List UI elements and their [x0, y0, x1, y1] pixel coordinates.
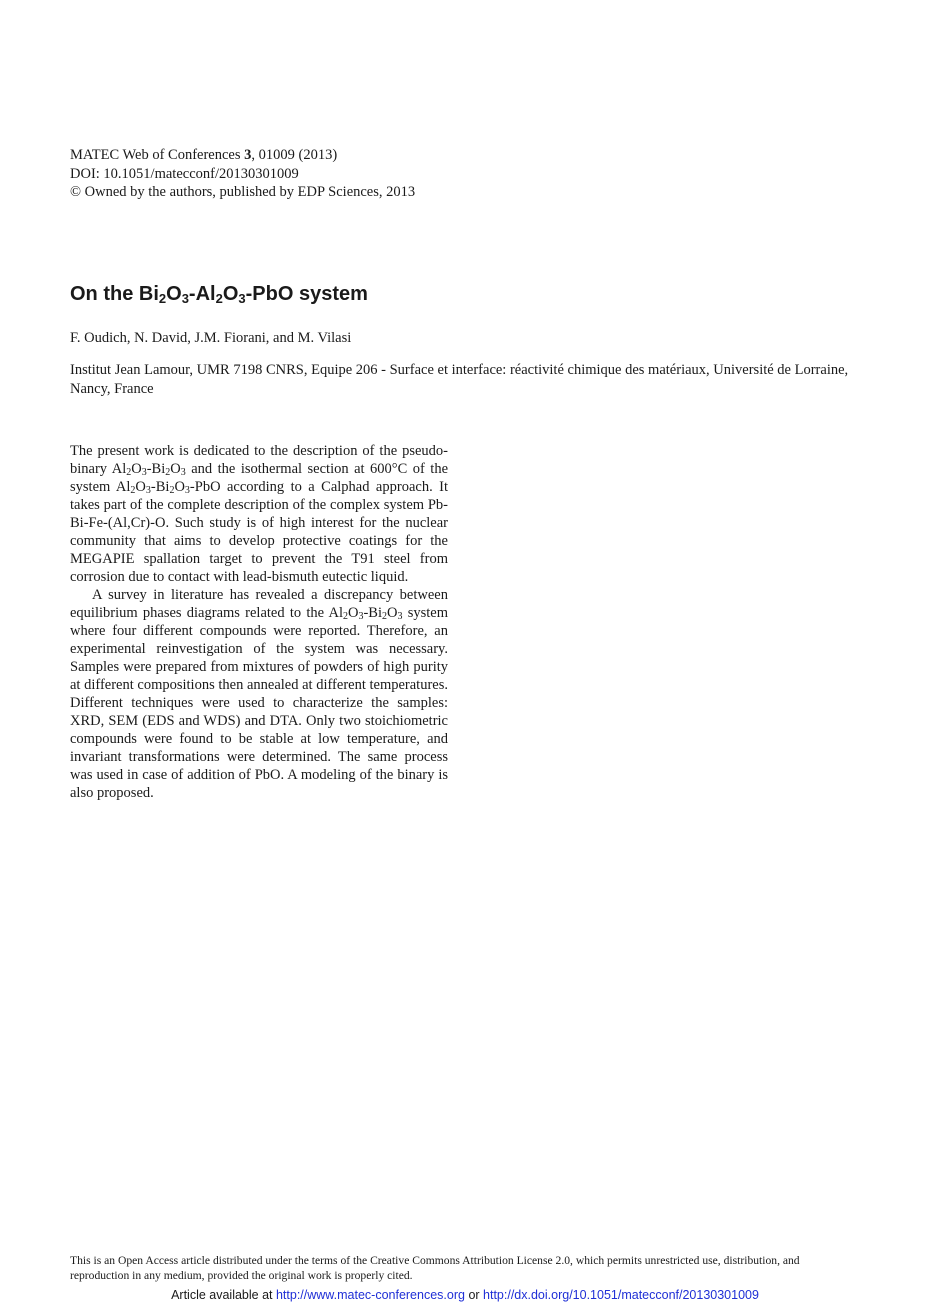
journal-citation: MATEC Web of Conferences 3, 01009 (2013) — [70, 147, 338, 163]
doi-link[interactable]: http://dx.doi.org/10.1051/matecconf/20130301009 — [483, 1288, 759, 1302]
article-availability: Article available at http://www.matec-conferences.org or http://dx.doi.org/10.1051/matecconf/20130301009 — [171, 1288, 759, 1302]
abstract — [70, 442, 448, 802]
journal-header — [70, 146, 415, 202]
paper-title: On the $Bi_2O_3-Al_2O_3$-PbO system — [70, 283, 368, 306]
author-list: F. Oudich, N. David, J.M. Fiorani, and M. Vilasi — [70, 330, 352, 346]
license-notice: This is an Open Access article distributed under the terms of the Creative Commons Attribution License 2.0, which permits unrestricted use, distribution, and reproduction in any medium, provided the original work is properly cited. — [70, 1254, 800, 1282]
volume-number: 3 — [244, 147, 252, 163]
matec-link[interactable]: http://www.matec-conferences.org — [275, 1288, 465, 1302]
abstract-paragraph-1: The present work is dedicated to the description of the pseudo-binary $Al_2O_3-Bi_2O_3$ and the isothermal section at 600°C of the system $Al_2O_3-Bi_2O_3$-PbO according to a Calphad approach. It takes part of the complete description of the complex system Pb-Bi-Fe-(Al,Cr)-O. Such study is of high interest for the nuclear community that aims to develop protective coatings for the MEGAPIE spallation target to prevent the T91 steel from corrosion due to contact with lead-bismuth eutectic liquid. — [70, 443, 449, 585]
abstract-paragraph-2: A survey in literature has revealed a discrepancy between equilibrium phases diagrams related to the $Al_2O_3-Bi_2O_3$ system where four different compounds were reported. Therefore, an experimental reinvestigation of the system was necessary. Samples were prepared from mixtures of powders of high purity at different compositions then annealed at different temperatures. Different techniques were used to characterize the samples: XRD, SEM (EDS and WDS) and DTA. Only two stoichiometric compounds were found to be stable at low temperature, and invariant transformations were determined. The same process was used in case of addition of PbO. A modeling of the binary is also proposed. — [70, 587, 448, 801]
affiliation: Institut Jean Lamour, UMR 7198 CNRS, Equipe 206 - Surface et interface: réactivité chimique des matériaux, Université de Lorraine, Nancy, France — [70, 362, 849, 397]
copyright-line: © Owned by the authors, published by EDP Sciences, 2013 — [70, 184, 416, 200]
doi-line: DOI: 10.1051/matecconf/20130301009 — [70, 165, 299, 182]
